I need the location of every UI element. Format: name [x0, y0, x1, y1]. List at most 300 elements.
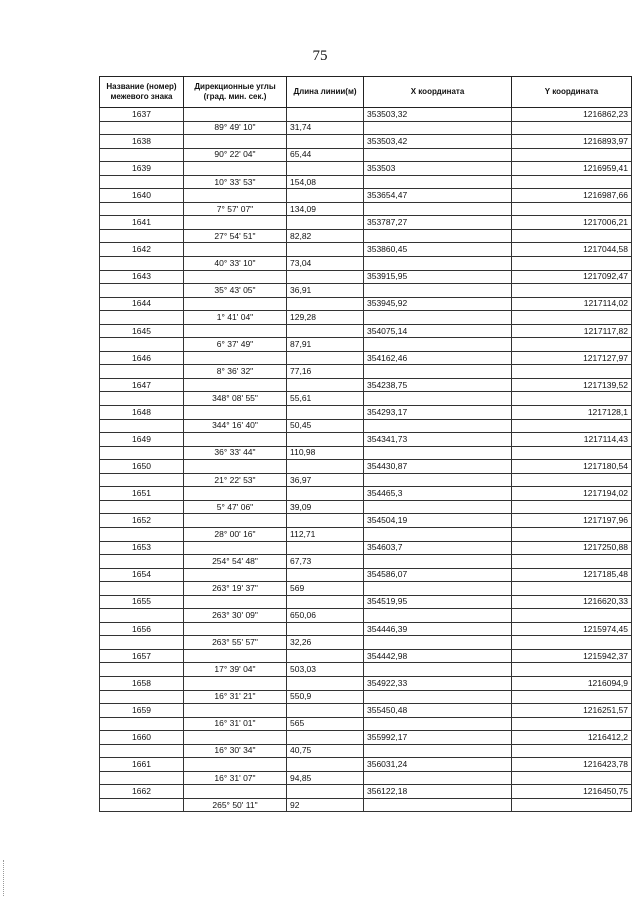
x-coordinate: 354446,39	[364, 622, 512, 636]
table-row	[100, 406, 632, 420]
table-row	[100, 500, 632, 514]
table-row	[100, 392, 632, 406]
x-coordinate-empty	[364, 500, 512, 514]
line-length: 55,61	[287, 392, 364, 406]
mark-number-empty	[100, 473, 184, 487]
x-coordinate: 353945,92	[364, 297, 512, 311]
line-length: 569	[287, 582, 364, 596]
table-row	[100, 121, 632, 135]
line-length: 565	[287, 717, 364, 731]
y-coordinate-empty	[512, 148, 632, 162]
y-coordinate-empty	[512, 121, 632, 135]
angle-cell-empty	[184, 189, 287, 203]
line-length: 134,09	[287, 202, 364, 216]
angle-cell-empty	[184, 676, 287, 690]
mark-number: 1648	[100, 406, 184, 420]
table-row	[100, 270, 632, 284]
angle-cell-empty	[184, 514, 287, 528]
angle-cell-empty	[184, 649, 287, 663]
y-coordinate: 1216094,9	[512, 676, 632, 690]
table-row	[100, 541, 632, 555]
x-coordinate-empty	[364, 609, 512, 623]
angle-cell-empty	[184, 162, 287, 176]
mark-number: 1644	[100, 297, 184, 311]
y-coordinate-empty	[512, 284, 632, 298]
length-cell-empty	[287, 460, 364, 474]
table-row	[100, 731, 632, 745]
x-coordinate: 356122,18	[364, 785, 512, 799]
angle-cell-empty	[184, 487, 287, 501]
x-coordinate: 353654,47	[364, 189, 512, 203]
x-coordinate-empty	[364, 365, 512, 379]
x-coordinate-empty	[364, 636, 512, 650]
table-row	[100, 676, 632, 690]
mark-number-empty	[100, 311, 184, 325]
angle-cell-empty	[184, 135, 287, 149]
mark-number-empty	[100, 446, 184, 460]
y-coordinate: 1216893,97	[512, 135, 632, 149]
direction-angle: 89° 49' 10"	[184, 121, 287, 135]
y-coordinate-empty	[512, 257, 632, 271]
y-coordinate: 1216450,75	[512, 785, 632, 799]
line-length: 50,45	[287, 419, 364, 433]
y-coordinate: 1216987,66	[512, 189, 632, 203]
mark-number: 1657	[100, 649, 184, 663]
mark-number-empty	[100, 582, 184, 596]
table-row	[100, 202, 632, 216]
table-row	[100, 690, 632, 704]
x-coordinate-empty	[364, 148, 512, 162]
angle-cell-empty	[184, 541, 287, 555]
table-row	[100, 744, 632, 758]
y-coordinate: 1217117,82	[512, 324, 632, 338]
y-coordinate: 1217114,02	[512, 297, 632, 311]
table-row	[100, 555, 632, 569]
x-coordinate: 353503	[364, 162, 512, 176]
direction-angle: 1° 41' 04"	[184, 311, 287, 325]
length-cell-empty	[287, 162, 364, 176]
y-coordinate-empty	[512, 527, 632, 541]
angle-cell-empty	[184, 433, 287, 447]
x-coordinate: 353503,32	[364, 108, 512, 122]
length-cell-empty	[287, 758, 364, 772]
table-row	[100, 135, 632, 149]
x-coordinate: 354586,07	[364, 568, 512, 582]
y-coordinate: 1217044,58	[512, 243, 632, 257]
mark-number: 1650	[100, 460, 184, 474]
line-length: 154,08	[287, 175, 364, 189]
length-cell-empty	[287, 135, 364, 149]
mark-number-empty	[100, 690, 184, 704]
direction-angle: 90° 22' 04"	[184, 148, 287, 162]
x-coordinate-empty	[364, 257, 512, 271]
direction-angle: 35° 43' 05"	[184, 284, 287, 298]
table-row	[100, 243, 632, 257]
mark-number-empty	[100, 527, 184, 541]
line-length: 650,06	[287, 609, 364, 623]
y-coordinate: 1217185,48	[512, 568, 632, 582]
table-row	[100, 311, 632, 325]
header-angle: Дирекционные углы (град. мин. сек.)	[184, 77, 287, 108]
y-coordinate-empty	[512, 636, 632, 650]
y-coordinate: 1215974,45	[512, 622, 632, 636]
table-row	[100, 649, 632, 663]
mark-number-empty	[100, 392, 184, 406]
table-row	[100, 284, 632, 298]
mark-number: 1639	[100, 162, 184, 176]
line-length: 129,28	[287, 311, 364, 325]
line-length: 94,85	[287, 771, 364, 785]
y-coordinate-empty	[512, 419, 632, 433]
x-coordinate-empty	[364, 121, 512, 135]
header-x: X координата	[364, 77, 512, 108]
table-row	[100, 446, 632, 460]
x-coordinate-empty	[364, 717, 512, 731]
length-cell-empty	[287, 731, 364, 745]
line-length: 77,16	[287, 365, 364, 379]
angle-cell-empty	[184, 622, 287, 636]
y-coordinate: 1217128,1	[512, 406, 632, 420]
angle-cell-empty	[184, 378, 287, 392]
table-row	[100, 229, 632, 243]
length-cell-empty	[287, 704, 364, 718]
line-length: 82,82	[287, 229, 364, 243]
direction-angle: 265° 50' 11"	[184, 798, 287, 812]
mark-number: 1661	[100, 758, 184, 772]
direction-angle: 254° 54' 48"	[184, 555, 287, 569]
mark-number: 1654	[100, 568, 184, 582]
table-row	[100, 257, 632, 271]
x-coordinate-empty	[364, 771, 512, 785]
y-coordinate-empty	[512, 229, 632, 243]
direction-angle: 36° 33' 44"	[184, 446, 287, 460]
x-coordinate: 354162,46	[364, 351, 512, 365]
table-row	[100, 175, 632, 189]
table-header-row	[100, 77, 632, 108]
y-coordinate-empty	[512, 446, 632, 460]
page-number: 75	[312, 48, 328, 64]
mark-number: 1660	[100, 731, 184, 745]
table-body	[100, 108, 632, 812]
line-length: 73,04	[287, 257, 364, 271]
header-y: Y координата	[512, 77, 632, 108]
table-row	[100, 785, 632, 799]
direction-angle: 5° 47' 06"	[184, 500, 287, 514]
table-row	[100, 514, 632, 528]
table-row	[100, 582, 632, 596]
table-row	[100, 148, 632, 162]
length-cell-empty	[287, 487, 364, 501]
mark-number: 1655	[100, 595, 184, 609]
length-cell-empty	[287, 568, 364, 582]
x-coordinate: 354075,14	[364, 324, 512, 338]
mark-number: 1643	[100, 270, 184, 284]
table-row	[100, 663, 632, 677]
x-coordinate-empty	[364, 419, 512, 433]
x-coordinate-empty	[364, 582, 512, 596]
x-coordinate-empty	[364, 798, 512, 812]
mark-number: 1640	[100, 189, 184, 203]
boundary-marks-table	[99, 76, 632, 812]
y-coordinate: 1216862,23	[512, 108, 632, 122]
table-row	[100, 338, 632, 352]
length-cell-empty	[287, 216, 364, 230]
length-cell-empty	[287, 351, 364, 365]
line-length: 87,91	[287, 338, 364, 352]
length-cell-empty	[287, 649, 364, 663]
mark-number-empty	[100, 798, 184, 812]
direction-angle: 263° 55' 57"	[184, 636, 287, 650]
x-coordinate-empty	[364, 555, 512, 569]
angle-cell-empty	[184, 704, 287, 718]
mark-number: 1659	[100, 704, 184, 718]
line-length: 32,26	[287, 636, 364, 650]
x-coordinate: 354519,95	[364, 595, 512, 609]
direction-angle: 8° 36' 32"	[184, 365, 287, 379]
table-row	[100, 798, 632, 812]
x-coordinate: 354922,33	[364, 676, 512, 690]
y-coordinate-empty	[512, 609, 632, 623]
table-row	[100, 473, 632, 487]
x-coordinate-empty	[364, 229, 512, 243]
line-length: 67,73	[287, 555, 364, 569]
mark-number-empty	[100, 148, 184, 162]
table-row	[100, 758, 632, 772]
mark-number: 1645	[100, 324, 184, 338]
angle-cell-empty	[184, 731, 287, 745]
length-cell-empty	[287, 324, 364, 338]
table-row	[100, 216, 632, 230]
table-row	[100, 636, 632, 650]
length-cell-empty	[287, 433, 364, 447]
table-row	[100, 189, 632, 203]
line-length: 39,09	[287, 500, 364, 514]
y-coordinate: 1217197,96	[512, 514, 632, 528]
y-coordinate-empty	[512, 365, 632, 379]
x-coordinate-empty	[364, 284, 512, 298]
table-row	[100, 460, 632, 474]
direction-angle: 40° 33' 10"	[184, 257, 287, 271]
angle-cell-empty	[184, 270, 287, 284]
y-coordinate: 1216251,57	[512, 704, 632, 718]
x-coordinate: 354341,73	[364, 433, 512, 447]
y-coordinate: 1217092,47	[512, 270, 632, 284]
table-row	[100, 351, 632, 365]
header-length: Длина линии(м)	[287, 77, 364, 108]
angle-cell-empty	[184, 324, 287, 338]
x-coordinate: 356031,24	[364, 758, 512, 772]
table-row	[100, 622, 632, 636]
y-coordinate-empty	[512, 771, 632, 785]
y-coordinate: 1217194,02	[512, 487, 632, 501]
direction-angle: 16° 31' 01"	[184, 717, 287, 731]
x-coordinate: 354504,19	[364, 514, 512, 528]
direction-angle: 17° 39' 04"	[184, 663, 287, 677]
y-coordinate-empty	[512, 717, 632, 731]
y-coordinate: 1217250,88	[512, 541, 632, 555]
angle-cell-empty	[184, 351, 287, 365]
mark-number-empty	[100, 555, 184, 569]
y-coordinate: 1216412,2	[512, 731, 632, 745]
direction-angle: 28° 00' 16"	[184, 527, 287, 541]
length-cell-empty	[287, 108, 364, 122]
y-coordinate: 1215942,37	[512, 649, 632, 663]
line-length: 503,03	[287, 663, 364, 677]
table-row	[100, 324, 632, 338]
mark-number-empty	[100, 500, 184, 514]
table-row	[100, 595, 632, 609]
angle-cell-empty	[184, 216, 287, 230]
x-coordinate-empty	[364, 690, 512, 704]
length-cell-empty	[287, 514, 364, 528]
table-row	[100, 108, 632, 122]
direction-angle: 263° 30' 09"	[184, 609, 287, 623]
y-coordinate: 1216620,33	[512, 595, 632, 609]
x-coordinate-empty	[364, 473, 512, 487]
y-coordinate-empty	[512, 338, 632, 352]
y-coordinate-empty	[512, 582, 632, 596]
y-coordinate-empty	[512, 202, 632, 216]
x-coordinate-empty	[364, 446, 512, 460]
angle-cell-empty	[184, 108, 287, 122]
line-length: 40,75	[287, 744, 364, 758]
mark-number: 1646	[100, 351, 184, 365]
x-coordinate: 354603,7	[364, 541, 512, 555]
mark-number: 1649	[100, 433, 184, 447]
mark-number-empty	[100, 744, 184, 758]
table-row	[100, 162, 632, 176]
angle-cell-empty	[184, 595, 287, 609]
angle-cell-empty	[184, 406, 287, 420]
table-row	[100, 487, 632, 501]
y-coordinate-empty	[512, 311, 632, 325]
mark-number: 1658	[100, 676, 184, 690]
x-coordinate: 353787,27	[364, 216, 512, 230]
mark-number-empty	[100, 257, 184, 271]
line-length: 110,98	[287, 446, 364, 460]
x-coordinate-empty	[364, 527, 512, 541]
x-coordinate-empty	[364, 744, 512, 758]
table-row	[100, 378, 632, 392]
table-row	[100, 433, 632, 447]
y-coordinate: 1217006,21	[512, 216, 632, 230]
mark-number-empty	[100, 663, 184, 677]
header-name: Название (номер) межевого знака	[100, 77, 184, 108]
y-coordinate-empty	[512, 555, 632, 569]
line-length: 36,97	[287, 473, 364, 487]
table-row	[100, 365, 632, 379]
mark-number: 1641	[100, 216, 184, 230]
x-coordinate: 353915,95	[364, 270, 512, 284]
y-coordinate-empty	[512, 744, 632, 758]
x-coordinate: 354442,98	[364, 649, 512, 663]
mark-number: 1647	[100, 378, 184, 392]
y-coordinate: 1217180,54	[512, 460, 632, 474]
table-row	[100, 717, 632, 731]
table-row	[100, 297, 632, 311]
mark-number: 1653	[100, 541, 184, 555]
x-coordinate: 353503,42	[364, 135, 512, 149]
x-coordinate: 353860,45	[364, 243, 512, 257]
x-coordinate: 354238,75	[364, 378, 512, 392]
direction-angle: 7° 57' 07"	[184, 202, 287, 216]
margin-mark	[3, 860, 6, 896]
length-cell-empty	[287, 406, 364, 420]
line-length: 65,44	[287, 148, 364, 162]
x-coordinate-empty	[364, 311, 512, 325]
length-cell-empty	[287, 297, 364, 311]
y-coordinate-empty	[512, 473, 632, 487]
angle-cell-empty	[184, 297, 287, 311]
mark-number-empty	[100, 229, 184, 243]
angle-cell-empty	[184, 758, 287, 772]
angle-cell-empty	[184, 785, 287, 799]
direction-angle: 344° 16' 40"	[184, 419, 287, 433]
y-coordinate-empty	[512, 690, 632, 704]
mark-number-empty	[100, 338, 184, 352]
y-coordinate-empty	[512, 175, 632, 189]
y-coordinate: 1217139,52	[512, 378, 632, 392]
length-cell-empty	[287, 595, 364, 609]
angle-cell-empty	[184, 243, 287, 257]
line-length: 36,91	[287, 284, 364, 298]
length-cell-empty	[287, 622, 364, 636]
mark-number: 1656	[100, 622, 184, 636]
angle-cell-empty	[184, 568, 287, 582]
length-cell-empty	[287, 676, 364, 690]
direction-angle: 21° 22' 53"	[184, 473, 287, 487]
length-cell-empty	[287, 541, 364, 555]
mark-number: 1638	[100, 135, 184, 149]
length-cell-empty	[287, 785, 364, 799]
y-coordinate: 1216423,78	[512, 758, 632, 772]
x-coordinate: 354430,87	[364, 460, 512, 474]
table-row	[100, 568, 632, 582]
mark-number-empty	[100, 121, 184, 135]
mark-number: 1642	[100, 243, 184, 257]
x-coordinate: 354293,17	[364, 406, 512, 420]
mark-number: 1651	[100, 487, 184, 501]
mark-number-empty	[100, 636, 184, 650]
table-row	[100, 527, 632, 541]
direction-angle: 16° 31' 07"	[184, 771, 287, 785]
length-cell-empty	[287, 270, 364, 284]
y-coordinate: 1216959,41	[512, 162, 632, 176]
mark-number-empty	[100, 284, 184, 298]
direction-angle: 348° 08' 55"	[184, 392, 287, 406]
table-row	[100, 771, 632, 785]
direction-angle: 6° 37' 49"	[184, 338, 287, 352]
mark-number: 1637	[100, 108, 184, 122]
x-coordinate-empty	[364, 175, 512, 189]
mark-number-empty	[100, 609, 184, 623]
line-length: 550,9	[287, 690, 364, 704]
direction-angle: 16° 30' 34"	[184, 744, 287, 758]
mark-number-empty	[100, 202, 184, 216]
table-row	[100, 704, 632, 718]
length-cell-empty	[287, 189, 364, 203]
line-length: 112,71	[287, 527, 364, 541]
y-coordinate-empty	[512, 663, 632, 677]
direction-angle: 263° 19' 37"	[184, 582, 287, 596]
y-coordinate-empty	[512, 500, 632, 514]
x-coordinate: 355450,48	[364, 704, 512, 718]
mark-number-empty	[100, 771, 184, 785]
x-coordinate-empty	[364, 202, 512, 216]
mark-number: 1662	[100, 785, 184, 799]
table-row	[100, 419, 632, 433]
table-row	[100, 609, 632, 623]
